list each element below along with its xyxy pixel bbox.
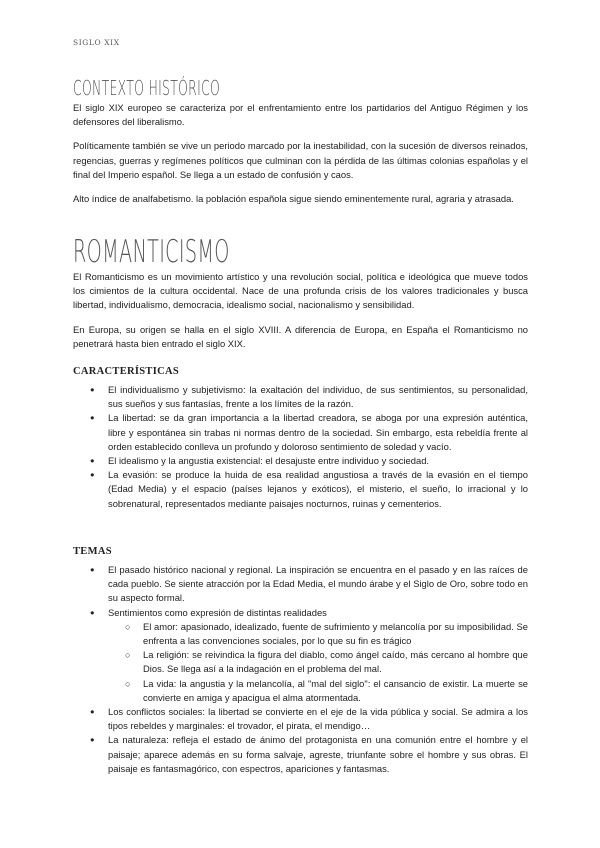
- list-item: ● El pasado histórico nacional y regional. La inspiración se encuentra en el pasado y en las raíces de cada pueblo. Se siente atracción por la Edad Media, el mundo árabe y el Siglo de Oro, sobre todo en su aspecto formal.: [73, 563, 528, 606]
- caracteristicas-list-container: [73, 383, 528, 511]
- sub-list-item: ○ La religión: se reivindica la figura del diablo, como ángel caído, más cercano al hombre que Dios. Se llega así a la indagación en el problema del mal.: [108, 648, 528, 676]
- list-item: ● El idealismo y la angustia existencial: el desajuste entre individuo y sociedad.: [73, 454, 528, 468]
- sub-list-item: ○ La vida: la angustia y la melancolía, al "mal del siglo": el cansancio de existir. La muerte se convierte en amiga y apacigua el alma atormentada.: [108, 677, 528, 705]
- list-item: [73, 606, 528, 705]
- contexto-paragraph: Alto índice de analfabetismo. la población española sigue siendo eminentemente rural, agraria y atrasada.: [73, 193, 514, 205]
- contexto-body: [73, 101, 528, 206]
- romanticismo-paragraph: El Romanticismo es un movimiento artístico y una revolución social, política e ideológica que mueve todos los cimientos de la cultura occidental. Nace de una profunda crisis de los valores tradicionales y busca libertad, individualismo, democracia, idealismo social, nacionalismo y sensibilidad.: [73, 271, 528, 311]
- list-item-text: Sentimientos como expresión de distintas realidades: [108, 606, 327, 618]
- temas-list: [73, 563, 528, 776]
- romanticismo-paragraph: En Europa, su origen se halla en el siglo XVIII. A diferencia de Europa, en España el Romanticismo no penetrará hasta bien entrado el siglo XIX.: [73, 323, 528, 349]
- heading-caracteristicas: CARACTERÍSTICAS: [73, 366, 180, 377]
- caracteristicas-list: [73, 383, 528, 511]
- running-header: SIGLO XIX: [73, 38, 120, 47]
- sentimientos-sublist: [108, 620, 528, 705]
- list-item: ● Los conflictos sociales: la libertad se convierte en el eje de la vida pública y social. Se admira a los tipos rebeldes y marginales: el trovador, el pirata, el mendigo…: [73, 705, 528, 733]
- contexto-paragraph: El siglo XIX europeo se caracteriza por el enfrentamiento entre los partidarios del Antiguo Régimen y los defensores del liberalismo.: [73, 102, 528, 128]
- heading-contexto-historico: CONTEXTO HISTÓRICO: [73, 76, 221, 100]
- sub-list-item: ○ El amor: apasionado, idealizado, fuente de sufrimiento y melancolía por su imposibilidad. Se enfrenta a las convenciones sociales, por lo que su fin es trágico: [108, 620, 528, 648]
- heading-temas: TEMAS: [73, 546, 112, 557]
- list-item: ● El individualismo y subjetivismo: la exaltación del individuo, de sus sentimientos, su personalidad, sus sueños y sus fantasías, frente a los límites de la razón.: [73, 383, 528, 411]
- temas-list-container: [73, 563, 528, 776]
- contexto-paragraph: Políticamente también se vive un periodo marcado por la inestabilidad, con la sucesión de diversos reinados, regencias, guerras y regímenes políticos que culminan con la pérdida de las últimas colonias españolas y el final del Imperio español. Se llega a un estado de confusión y caos.: [73, 140, 528, 180]
- romanticismo-body: [73, 270, 528, 351]
- heading-romanticismo: ROMANTICISMO: [73, 234, 230, 270]
- list-item: ● La libertad: se da gran importancia a la libertad creadora, se aboga por una expresión auténtica, libre y espontánea sin trabas ni normas dentro de la sociedad. Sin embargo, esta rebeldía frente al orden establecido conlleva un profundo y doloroso sentimiento de soledad y vacío.: [73, 411, 528, 454]
- list-item: ● La evasión: se produce la huida de esa realidad angustiosa a través de la evasión en el tiempo (Edad Media) y el espacio (países lejanos y exóticos), el misterio, el sueño, lo irracional y lo sobrenatural, representados mediante paisajes nocturnos, ruinas y cementerios.: [73, 468, 528, 511]
- list-item: ● La naturaleza: refleja el estado de ánimo del protagonista en una comunión entre el hombre y el paisaje; aparece además en su forma salvaje, agreste, triunfante sobre el hombre y sus obras. El paisaje es fantasmagórico, con espectros, apariciones y fantasmas.: [73, 733, 528, 776]
